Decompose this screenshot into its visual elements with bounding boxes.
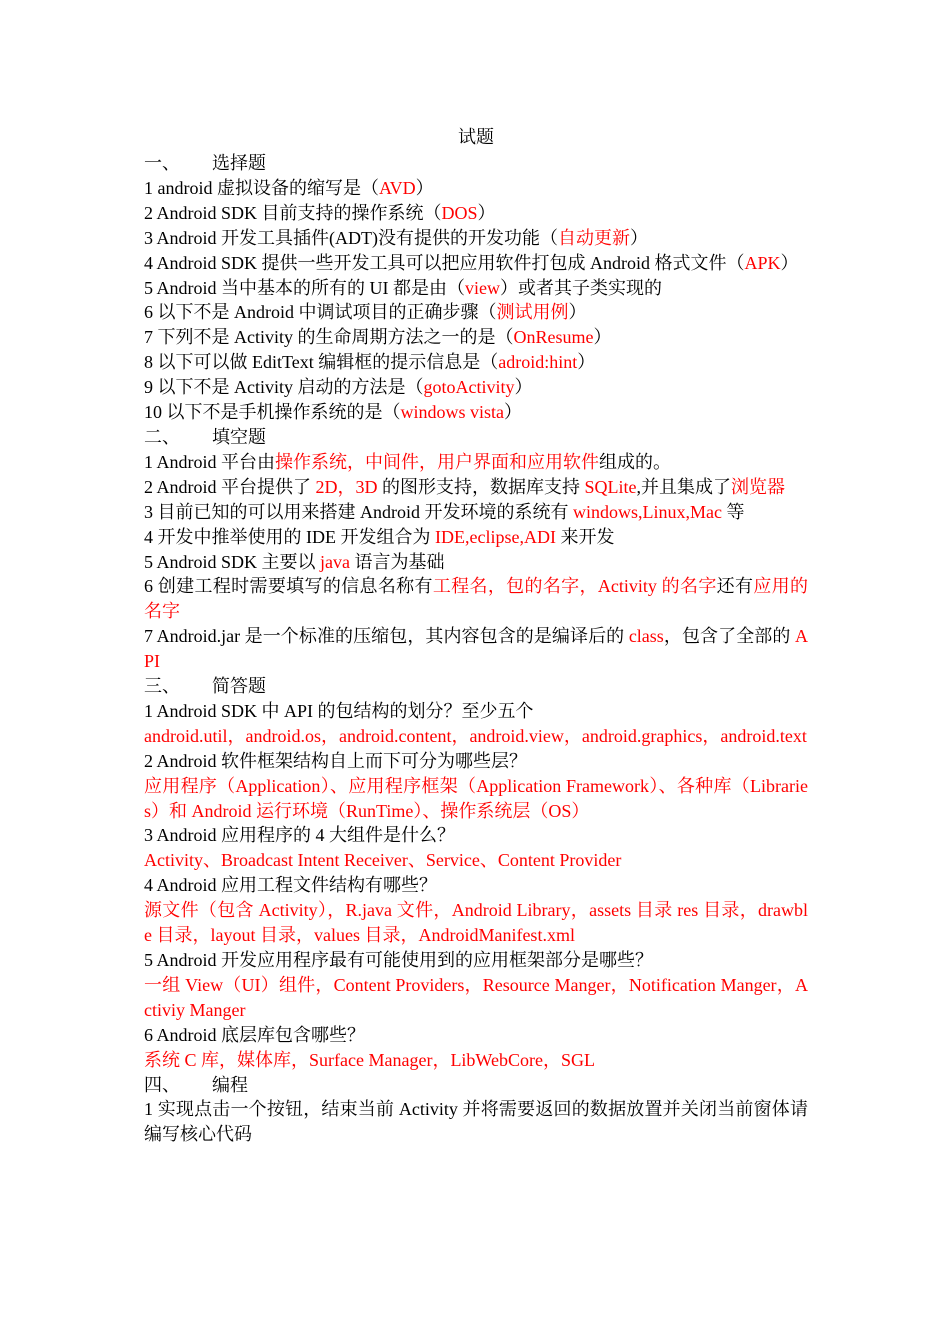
question-item: 5 Android SDK 主要以 java 语言为基础 xyxy=(144,551,445,572)
answer-text: 自动更新 xyxy=(557,227,630,248)
answer-text: 源文件（包含 Activity），R.java 文件，Android Library，assets 目录 res 目录，drawble 目录，layout 目录，values 目录，AndroidManifest.xml xyxy=(144,900,808,946)
question-item: 1 android 虚拟设备的缩写是（AVD） xyxy=(144,177,434,198)
answer-text: 2D xyxy=(315,476,338,497)
question-item: 1 Android SDK 中 API 的包结构的划分？至少五个 xyxy=(144,700,534,721)
page-title: 试题 xyxy=(458,127,494,147)
answer-text: 测试用例 xyxy=(496,302,569,323)
answer-text: windows,Linux,Mac xyxy=(573,501,722,522)
question-item: 4 开发中推举使用的 IDE 开发组合为 IDE,eclipse,ADI 来开发 xyxy=(144,526,615,547)
question-item: 3 目前已知的可以用来搭建 Android 开发环境的系统有 windows,Linux,Mac 等 xyxy=(144,501,745,522)
answer-text: OnResume xyxy=(513,327,594,348)
question-item: 4 Android 应用工程文件结构有哪些？ xyxy=(144,875,437,896)
question-item: 10 以下不是手机操作系统的是（windows vista） xyxy=(144,402,522,423)
answer-text: 一组 View（UI）组件，Content Providers，Resource Manger，Notification Manger，Activiy Manger xyxy=(144,974,808,1020)
section-heading: 三、 简答题 xyxy=(144,676,266,697)
answer-text: android.util，android.os，android.content，android.view，android.graphics，android.text xyxy=(144,725,807,746)
question-item: 7 下列不是 Activity 的生命周期方法之一的是（OnResume） xyxy=(144,327,612,348)
document-content xyxy=(144,123,808,1147)
answer-text: 系统 C 库，媒体库，Surface Manager，LibWebCore，SGL xyxy=(144,1049,595,1070)
answer-text: adroid:hint xyxy=(498,352,578,373)
answer-text: 浏览器 xyxy=(731,476,786,497)
answer-text: DOS xyxy=(441,202,478,223)
answer-text: class xyxy=(628,626,664,647)
question-item: 2 Android SDK 目前支持的操作系统（DOS） xyxy=(144,202,496,223)
question-item: 3 Android 开发工具插件(ADT)没有提供的开发功能（自动更新） xyxy=(144,227,648,248)
answer-text: 3D xyxy=(355,476,378,497)
answer-text: windows vista xyxy=(400,402,504,423)
section-heading: 四、 编程 xyxy=(144,1074,248,1095)
answer-text: 应用程序（Application）、应用程序框架（Application Framework）、各种库（Libraries）和 Android 运行环境（RunTime）、操作系统层（OS） xyxy=(144,775,808,821)
question-item: 6 创建工程时需要填写的信息名称有工程名，包的名字，Activity 的名字还有应用的名字 xyxy=(144,576,809,622)
answer-text: 中间件 xyxy=(365,451,420,472)
question-item: 1 实现点击一个按钮，结束当前 Activity 并将需要返回的数据放置并关闭当前窗体请编写核心代码 xyxy=(144,1099,808,1145)
answer-text: IDE,eclipse,ADI xyxy=(435,526,556,547)
question-item: 7 Android.jar 是一个标准的压缩包，其内容包含的是编译后的 class，包含了全部的 API xyxy=(144,626,808,672)
question-item: 5 Android 当中基本的所有的 UI 都是由（view）或者其子类实现的 xyxy=(144,277,662,298)
answer-text: 用户界面和应用软件 xyxy=(437,451,600,472)
answer-text: 操作系统 xyxy=(275,451,348,472)
answer-text: gotoActivity xyxy=(423,377,515,398)
answer-text: 应用的名字 xyxy=(144,576,809,622)
answer-text: Activity、Broadcast Intent Receiver、Service、Content Provider xyxy=(144,850,622,871)
question-item: 5 Android 开发应用程序最有可能使用到的应用框架部分是哪些？ xyxy=(144,950,653,970)
answer-text: java xyxy=(320,551,350,572)
answer-text: APK xyxy=(744,252,781,273)
question-item: 2 Android 软件框架结构自上而下可分为哪些层？ xyxy=(144,750,527,771)
question-item: 4 Android SDK 提供一些开发工具可以把应用软件打包成 Android 格式文件（APK） xyxy=(144,252,799,273)
answer-text: AVD xyxy=(378,177,416,198)
question-item: 9 以下不是 Activity 启动的方法是（gotoActivity） xyxy=(144,377,533,398)
question-item: 1 Android 平台由操作系统，中间件，用户界面和应用软件组成的。 xyxy=(144,451,672,472)
answer-text: view xyxy=(465,277,500,298)
section-heading: 二、 填空题 xyxy=(144,426,266,447)
question-item: 3 Android 应用程序的 4 大组件是什么？ xyxy=(144,825,455,846)
question-item: 6 以下不是 Android 中调试项目的正确步骤（测试用例） xyxy=(144,302,587,323)
section-heading: 一、 选择题 xyxy=(144,153,266,173)
answer-text: 工程名，包的名字，Activity 的名字 xyxy=(432,576,717,597)
answer-text: SQLite xyxy=(584,476,637,497)
question-item: 8 以下可以做 EditText 编辑框的提示信息是（adroid:hint） xyxy=(144,352,596,373)
question-item: 2 Android 平台提供了 2D，3D 的图形支持，数据库支持 SQLite,并且集成了浏览器 xyxy=(144,476,786,497)
answer-text: API xyxy=(144,626,808,672)
question-item: 6 Android 底层库包含哪些？ xyxy=(144,1024,366,1045)
